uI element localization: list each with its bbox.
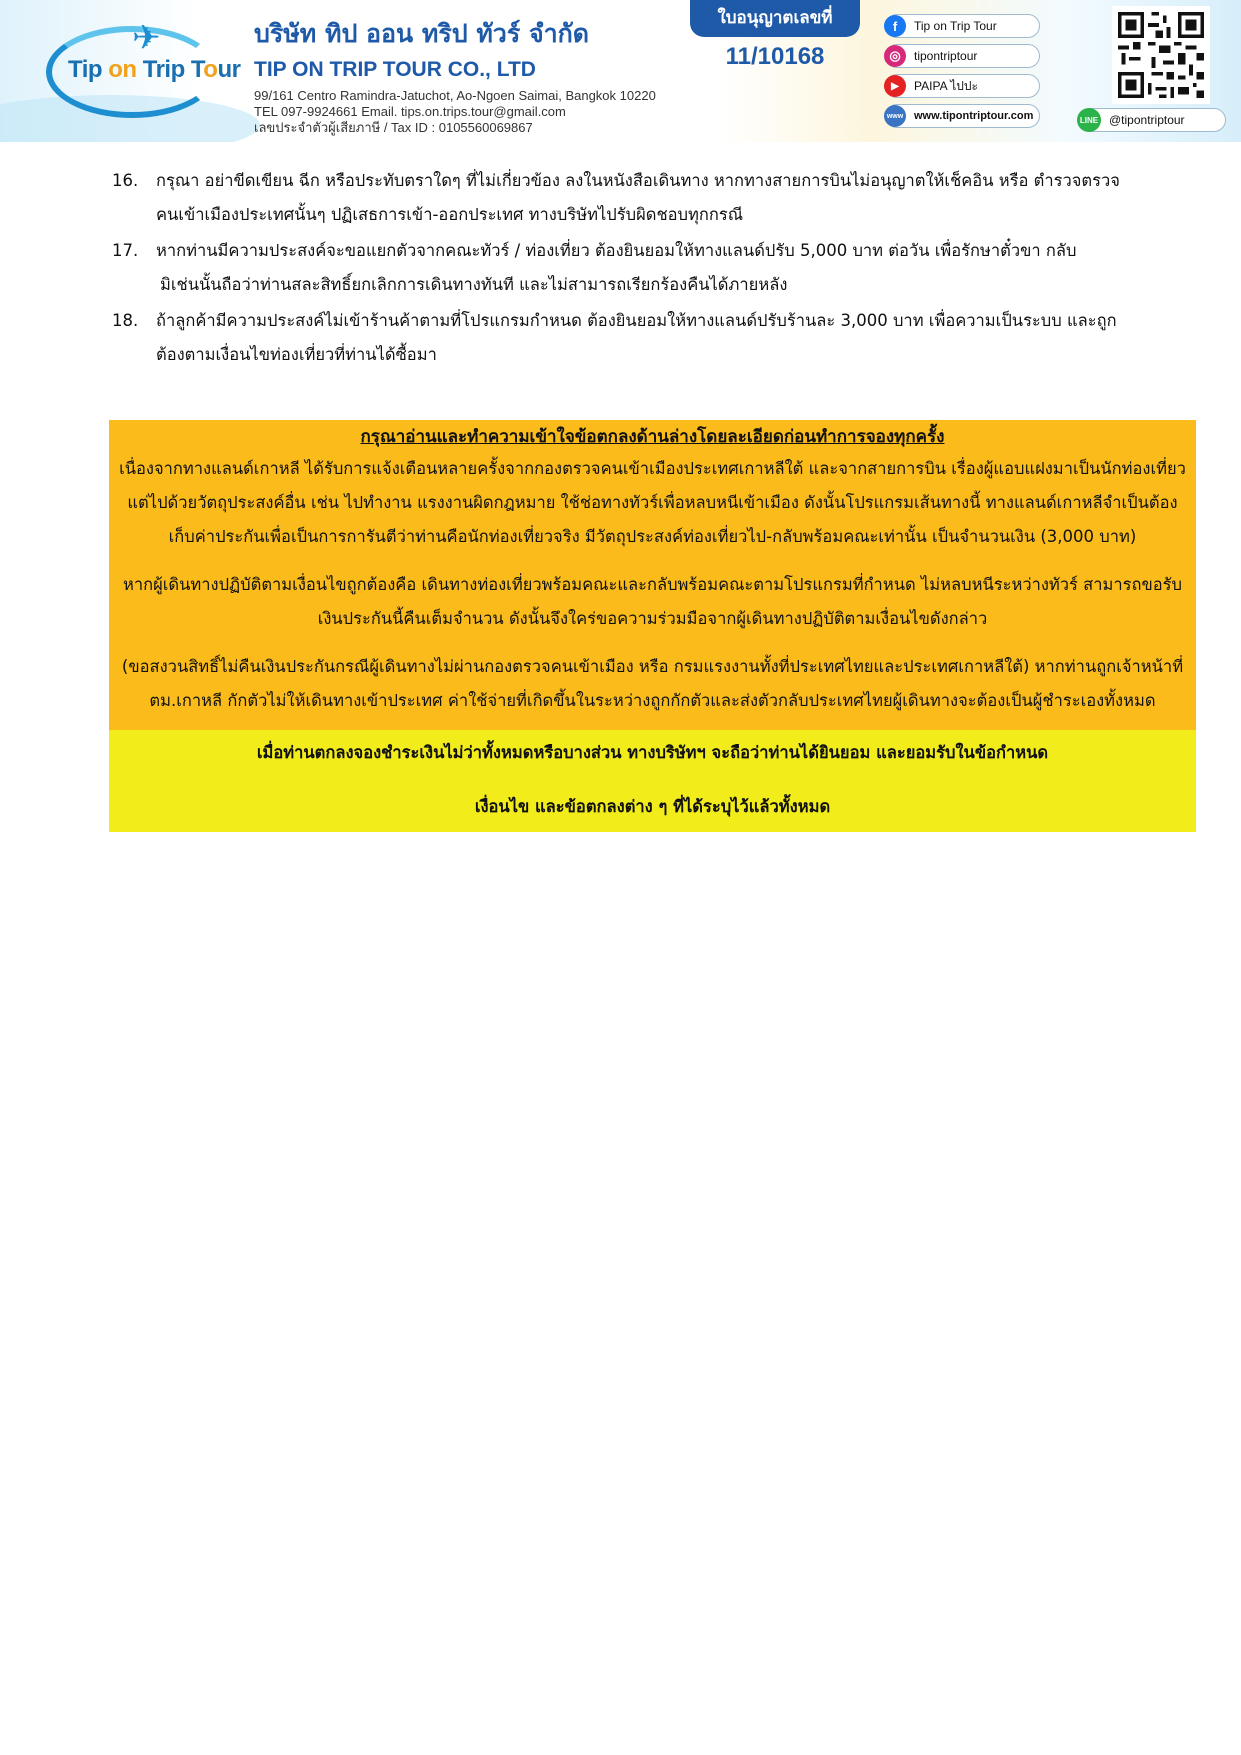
notice-paragraph: เนื่องจากทางแลนด์เกาหลี ได้รับการแจ้งเตือนหลายครั้งจากกองตรวจคนเข้าเมืองประเทศเกาหลีใต้ และจากสายการบิน เรื่องผู้แอบแฝงมาเป็นนักท่องเที่ยว แต่ไปด้วยวัตถุประสงค์อื่น เช่น ไปทำงาน แรงงานผิดกฎหมาย ใช้ช่อทางทัวร์เพื่อหลบหนีเข้าเมือง ดังนั้นโปรแกรมเส้นทางนี้ ทางแลนด์เกาหลีจำเป็นต้องเก็บค่าประกันเพื่อเป็นการการันตีว่าท่านคือนักท่องเที่ยวจริง มีวัตถุประสงค์ท่องเที่ยวไป-กลับพร้อมคณะเท่านั้น เป็นจำนวนเงิน (3,000 บาท) [119,459,1186,546]
line-icon: LINE [1077,108,1101,132]
airplane-icon: ✈ [132,18,161,58]
website-icon: www [884,105,906,127]
agreement-line: เงื่อนไข และข้อตกลงต่าง ๆ ที่ได้ระบุไว้แล้วทั้งหมด [474,797,831,816]
qr-code-icon [1112,6,1210,104]
term-text: กรุณา อย่าขีดเขียน ฉีก หรือประทับตราใดๆ ที่ไม่เกี่ยวข้อง ลงในหนังสือเดินทาง หากทางสายการบินไม่อนุญาตให้เช็คอิน หรือ ตำรวจตรวจคนเข้าเมืองประเทศนั้นๆ ปฏิเสธการเข้า-ออกประเทศ ทางบริษัทไปรับผิดชอบทุกกรณี [156,171,1120,224]
deposit-notice [109,420,1196,832]
facebook-icon: f [884,15,906,37]
notice-paragraph: (ขอสงวนสิทธิ์ไม่คืนเงินประกันกรณีผู้เดินทางไม่ผ่านกองตรวจคนเข้าเมือง หรือ กรมแรงงานทั้งที่ประเทศไทยและประเทศเกาหลีใต้) หากท่านถูกเจ้าหน้าที่ตม.เกาหลี กักตัวไม่ให้เดินทางเข้าประเทศ ค่าใช้จ่ายที่เกิดขึ้นในระหว่างถูกกักตัวและส่งตัวกลับประเทศไทยผู้เดินทางจะต้องเป็นผู้ชำระเองทั้งหมด [121,657,1184,710]
youtube-icon: ▶ [884,75,906,97]
notice-orange-section [109,420,1196,730]
term-item-16 [112,164,1122,232]
term-number: 16. [112,171,139,190]
letterhead-banner [0,0,1241,142]
company-name-english: TIP ON TRIP TOUR CO., LTD [254,58,536,81]
license-label: ใบอนุญาตเลขที่ [690,0,860,37]
terms-list [112,164,1122,374]
license-number: 11/10168 [725,43,825,70]
social-facebook[interactable]: f Tip on Trip Tour [885,14,1040,38]
social-instagram[interactable]: ◎ tipontriptour [885,44,1040,68]
company-name-thai: บริษัท ทิป ออน ทริป ทัวร์ จำกัด [254,19,590,48]
term-item-17 [112,234,1122,302]
notice-heading: กรุณาอ่านและทำความเข้าใจข้อตกลงด้านล่างโดยละเอียดก่อนทำการจองทุกครั้ง [360,427,945,447]
agreement-line: เมื่อท่านตกลงจองชำระเงินไม่ว่าทั้งหมดหรือบางส่วน ทางบริษัทฯ จะถือว่าท่านได้ยินยอม และยอมรับในข้อกำหนด [256,743,1049,762]
notice-paragraph: หากผู้เดินทางปฏิบัติตามเงื่อนไขถูกต้องคือ เดินทางท่องเที่ยวพร้อมคณะและกลับพร้อมคณะตามโปรแกรมที่กำหนด ไม่หลบหนีระหว่างทัวร์ สามารถขอรับเงินประกันนี้คืนเต็มจำนวน ดังนั้นจึงใคร่ขอความร่วมมือจากผู้เดินทางปฏิบัติตามเงื่อนไขดังกล่าว [122,575,1183,628]
company-logo [46,18,241,118]
term-item-18 [112,304,1122,372]
line-contact[interactable] [1078,108,1226,132]
term-extra-text: มิเช่นนั้นถือว่าท่านสละสิทธิ์ยกเลิกการเดินทางทันที และไม่สามารถเรียกร้องคืนได้ภายหลัง [160,275,788,294]
logo-text: Tip on Trip Tour [68,56,241,83]
social-links [885,14,1040,134]
term-number: 17. [112,241,139,260]
line-id: @tipontriptour [1109,113,1185,127]
social-youtube[interactable]: ▶ PAIPA ไปปะ [885,74,1040,98]
company-address: 99/161 Centro Ramindra-Jatuchot, Ao-Ngoen Saimai, Bangkok 10220 TEL 097-9924661 Email. tips.on.trips.tour@gmail.com เลขประจำตัวผู้เสียภาษี / Tax ID : 0105560069867 [254,88,656,135]
term-text: ถ้าลูกค้ามีความประสงค์ไม่เข้าร้านค้าตามที่โปรแกรมกำหนด ต้องยินยอมให้ทางแลนด์ปรับร้านละ 3,000 บาท เพื่อความเป็นระบบ และถูกต้องตามเงื่อนไขท่องเที่ยวที่ท่านได้ซื้อมา [156,311,1117,364]
term-number: 18. [112,311,139,330]
license-badge [690,0,860,71]
agreement-section [109,730,1196,832]
company-info [254,14,656,136]
instagram-icon: ◎ [884,45,906,67]
term-text: หากท่านมีความประสงค์จะขอแยกตัวจากคณะทัวร์ / ท่องเที่ยว ต้องยินยอมให้ทางแลนด์ปรับ 5,000 บาท ต่อวัน เพื่อรักษาตั๋วขา กลับ [156,241,1077,260]
social-website[interactable]: www www.tipontriptour.com [885,104,1040,128]
